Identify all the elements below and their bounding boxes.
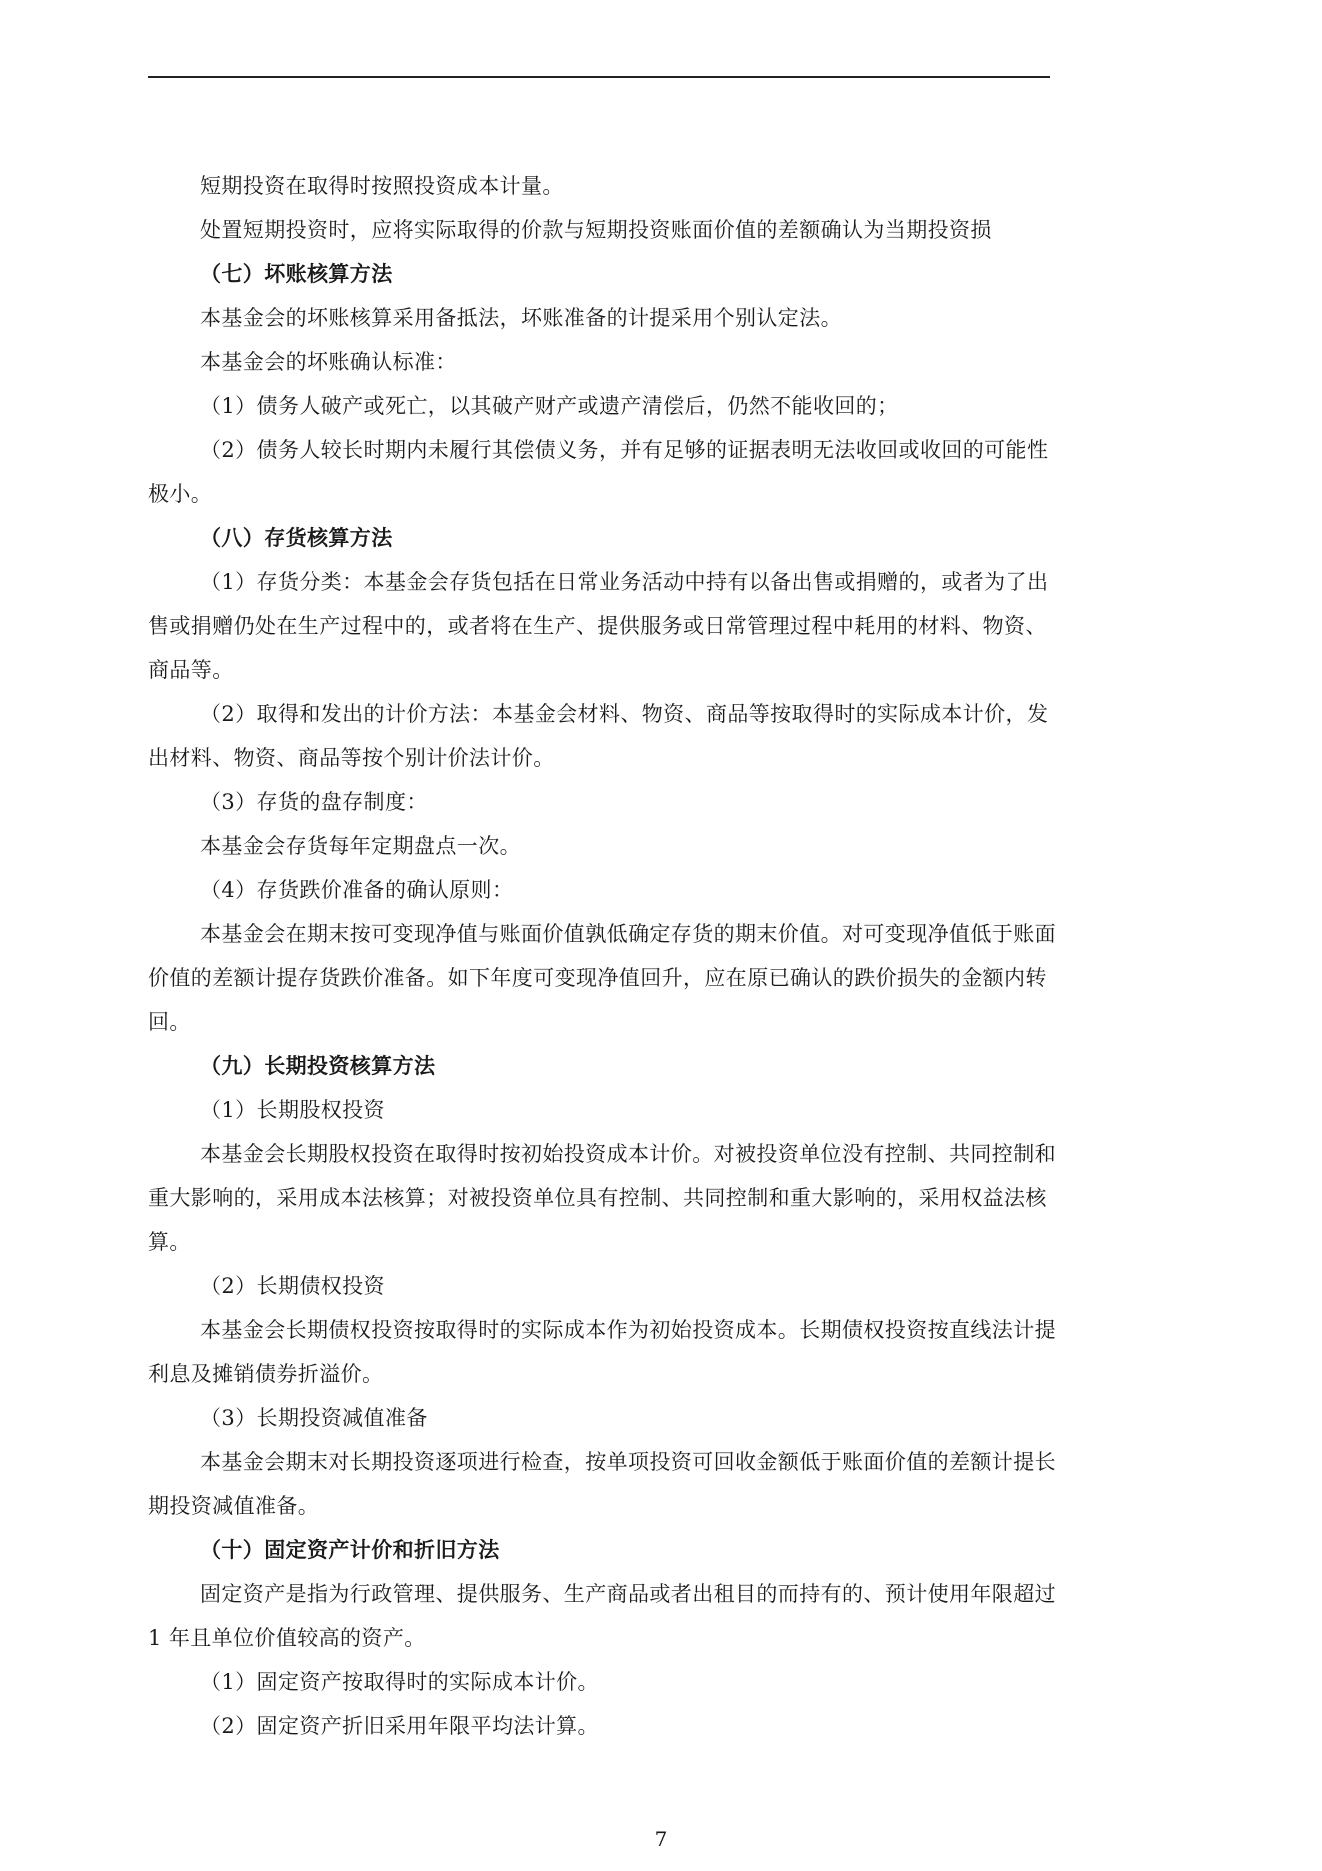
paragraph: 本基金会期末对长期投资逐项进行检查，按单项投资可回收金额低于账面价值的差额计提长期投资减值准备。 — [148, 1450, 1056, 1518]
paragraph: （2）取得和发出的计价方法：本基金会材料、物资、商品等按取得时的实际成本计价，发出材料、物资、商品等按个别计价法计价。 — [148, 702, 1049, 770]
section-heading: （八）存货核算方法 — [200, 525, 393, 550]
paragraph: 本基金会在期末按可变现净值与账面价值孰低确定存货的期末价值。对可变现净值低于账面价值的差额计提存货跌价准备。如下年度可变现净值回升，应在原已确认的跌价损失的金额内转回。 — [148, 922, 1056, 1034]
page-number: 7 — [654, 1827, 668, 1851]
section-heading: （十）固定资产计价和折旧方法 — [200, 1537, 500, 1562]
paragraph: 短期投资在取得时按照投资成本计量。 — [200, 174, 564, 198]
paragraph: 本基金会的坏账确认标准： — [200, 350, 457, 374]
header-rule — [148, 76, 1050, 78]
section-heading: （九）长期投资核算方法 — [200, 1053, 436, 1078]
paragraph: 本基金会长期债权投资按取得时的实际成本作为初始投资成本。长期债权投资按直线法计提利息及摊销债券折溢价。 — [148, 1318, 1056, 1386]
paragraph: （3）存货的盘存制度： — [200, 790, 428, 814]
paragraph: （2）债务人较长时期内未履行其偿债义务，并有足够的证据表明无法收回或收回的可能性极小。 — [148, 438, 1049, 506]
paragraph: 本基金会长期股权投资在取得时按初始投资成本计价。对被投资单位没有控制、共同控制和重大影响的，采用成本法核算；对被投资单位具有控制、共同控制和重大影响的，采用权益法核算。 — [148, 1142, 1056, 1254]
paragraph: （3）长期投资减值准备 — [200, 1406, 428, 1430]
paragraph: （1）债务人破产或死亡，以其破产财产或遗产清偿后，仍然不能收回的； — [200, 394, 899, 418]
paragraph: 本基金会存货每年定期盘点一次。 — [200, 834, 521, 858]
paragraph: （1）长期股权投资 — [200, 1098, 385, 1122]
section-heading: （七）坏账核算方法 — [200, 261, 393, 286]
paragraph: 处置短期投资时，应将实际取得的价款与短期投资账面价值的差额确认为当期投资损 — [200, 218, 992, 242]
page-body — [148, 164, 1058, 1748]
paragraph: （4）存货跌价准备的确认原则： — [200, 878, 514, 902]
paragraph: （2）长期债权投资 — [200, 1274, 385, 1298]
paragraph: （1）固定资产按取得时的实际成本计价。 — [200, 1670, 599, 1694]
paragraph: （2）固定资产折旧采用年限平均法计算。 — [200, 1714, 599, 1738]
paragraph: 固定资产是指为行政管理、提供服务、生产商品或者出租目的而持有的、预计使用年限超过 1 年且单位价值较高的资产。 — [148, 1582, 1056, 1650]
paragraph: 本基金会的坏账核算采用备抵法，坏账准备的计提采用个别认定法。 — [200, 306, 842, 330]
paragraph: （1）存货分类：本基金会存货包括在日常业务活动中持有以备出售或捐赠的，或者为了出售或捐赠仍处在生产过程中的，或者将在生产、提供服务或日常管理过程中耗用的材料、物资、商品等。 — [148, 570, 1049, 682]
